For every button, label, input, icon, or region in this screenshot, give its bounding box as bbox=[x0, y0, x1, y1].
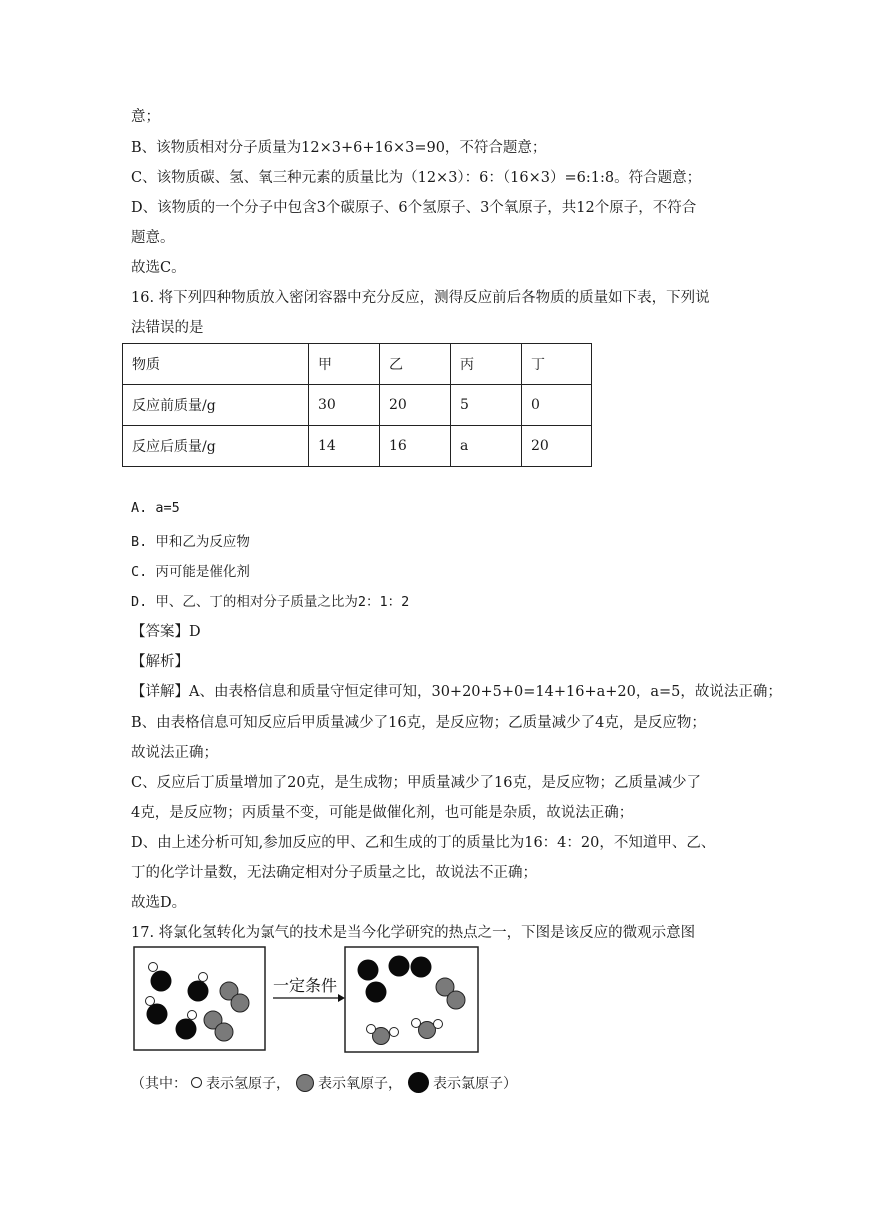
detail-line: 【详解】A、由表格信息和质量守恒定律可知，30+20+5+0=14+16+a+20，a=5，故说法正确； bbox=[131, 684, 782, 700]
table-cell: 丁 bbox=[522, 344, 592, 385]
table-cell: 物质 bbox=[123, 344, 309, 385]
chlorine-atom bbox=[176, 1019, 197, 1040]
oxygen-atom bbox=[419, 1022, 436, 1039]
hydrogen-atom bbox=[149, 963, 158, 972]
arrow-head bbox=[338, 994, 345, 1002]
arrow-label: 一定条件 bbox=[273, 978, 338, 995]
chlorine-icon bbox=[408, 1072, 429, 1093]
table-cell: 甲 bbox=[309, 344, 380, 385]
legend-oxygen: 表示氧原子， bbox=[318, 1075, 402, 1092]
detail-line: D、由上述分析可知,参加反应的甲、乙和生成的丁的质量比为16：4：20，不知道甲、乙、 bbox=[131, 835, 716, 851]
text-line: 故选C。 bbox=[131, 260, 186, 276]
legend-chlorine: 表示氯原子） bbox=[433, 1075, 517, 1092]
chlorine-atom bbox=[358, 960, 379, 981]
chlorine-atom bbox=[411, 957, 432, 978]
option-c: C. 丙可能是催化剂 bbox=[131, 564, 250, 580]
hydrogen-icon bbox=[191, 1077, 202, 1088]
table-cell: 丙 bbox=[451, 344, 522, 385]
text-line: 意； bbox=[131, 109, 160, 125]
detail-line: 4克，是反应物；丙质量不变，可能是做催化剂，也可能是杂质，故说法正确； bbox=[131, 805, 634, 821]
table-cell: 反应前质量/g bbox=[123, 385, 309, 426]
chlorine-atom bbox=[366, 982, 387, 1003]
table-header-row bbox=[123, 344, 592, 385]
oxygen-atom bbox=[215, 1023, 233, 1041]
table-cell: 20 bbox=[380, 385, 451, 426]
option-a: A. a=5 bbox=[131, 500, 180, 516]
detail-line: B、由表格信息可知反应后甲质量减少了16克，是反应物；乙质量减少了4克，是反应物； bbox=[131, 715, 706, 731]
hydrogen-atom bbox=[390, 1028, 399, 1037]
detail-line: C、反应后丁质量增加了20克，是生成物；甲质量减少了16克，是反应物；乙质量减少了 bbox=[131, 775, 701, 791]
chlorine-atom bbox=[188, 981, 209, 1002]
option-b: B. 甲和乙为反应物 bbox=[131, 534, 250, 550]
oxygen-atom bbox=[447, 991, 465, 1009]
question-16-stem: 法错误的是 bbox=[131, 320, 204, 336]
chlorine-atom bbox=[151, 971, 172, 992]
table-cell: 0 bbox=[522, 385, 592, 426]
text-line: D、该物质的一个分子中包含3个碳原子、6个氢原子、3个氧原子，共12个原子，不符合 bbox=[131, 200, 697, 216]
table-cell: 乙 bbox=[380, 344, 451, 385]
hydrogen-atom bbox=[146, 997, 155, 1006]
hydrogen-atom bbox=[434, 1020, 443, 1029]
oxygen-icon bbox=[296, 1074, 314, 1092]
answer: 【答案】D bbox=[131, 624, 201, 640]
reaction-diagram bbox=[133, 946, 483, 1056]
reactant-molecules bbox=[146, 963, 250, 1042]
table-cell: 30 bbox=[309, 385, 380, 426]
question-16-stem: 16. 将下列四种物质放入密闭容器中充分反应，测得反应前后各物质的质量如下表，下列说 bbox=[131, 290, 710, 306]
hydrogen-atom bbox=[367, 1025, 376, 1034]
table-row bbox=[123, 426, 592, 467]
table-cell: 5 bbox=[451, 385, 522, 426]
text-line: C、该物质碳、氢、氧三种元素的质量比为（12×3）：6：（16×3）=6:1:8。符合题意； bbox=[131, 170, 702, 186]
hydrogen-atom bbox=[188, 1011, 197, 1020]
chlorine-atom bbox=[147, 1004, 168, 1025]
chlorine-atom bbox=[389, 956, 410, 977]
option-d: D. 甲、乙、丁的相对分子质量之比为2：1：2 bbox=[131, 594, 410, 610]
table-cell: a bbox=[451, 426, 522, 467]
legend-open: （其中： bbox=[131, 1075, 187, 1092]
analysis-label: 【解析】 bbox=[131, 654, 189, 670]
detail-line: 故选D。 bbox=[131, 895, 187, 911]
detail-line: 丁的化学计量数，无法确定相对分子质量之比，故说法不正确； bbox=[131, 865, 537, 881]
hydrogen-atom bbox=[199, 973, 208, 982]
mass-table bbox=[122, 343, 592, 467]
product-molecules bbox=[358, 956, 466, 1045]
table-cell: 20 bbox=[522, 426, 592, 467]
legend-hydrogen: 表示氢原子， bbox=[206, 1075, 290, 1092]
table-cell: 14 bbox=[309, 426, 380, 467]
oxygen-atom bbox=[231, 994, 249, 1012]
diagram-legend bbox=[131, 1072, 517, 1093]
hydrogen-atom bbox=[412, 1019, 421, 1028]
table-row bbox=[123, 385, 592, 426]
text-line: 题意。 bbox=[131, 230, 175, 246]
detail-line: 故说法正确； bbox=[131, 745, 218, 761]
question-17-stem: 17. 将氯化氢转化为氯气的技术是当今化学研究的热点之一，下图是该反应的微观示意图 bbox=[131, 925, 696, 941]
table-cell: 反应后质量/g bbox=[123, 426, 309, 467]
text-line: B、该物质相对分子质量为12×3+6+16×3=90，不符合题意； bbox=[131, 140, 547, 156]
table-cell: 16 bbox=[380, 426, 451, 467]
